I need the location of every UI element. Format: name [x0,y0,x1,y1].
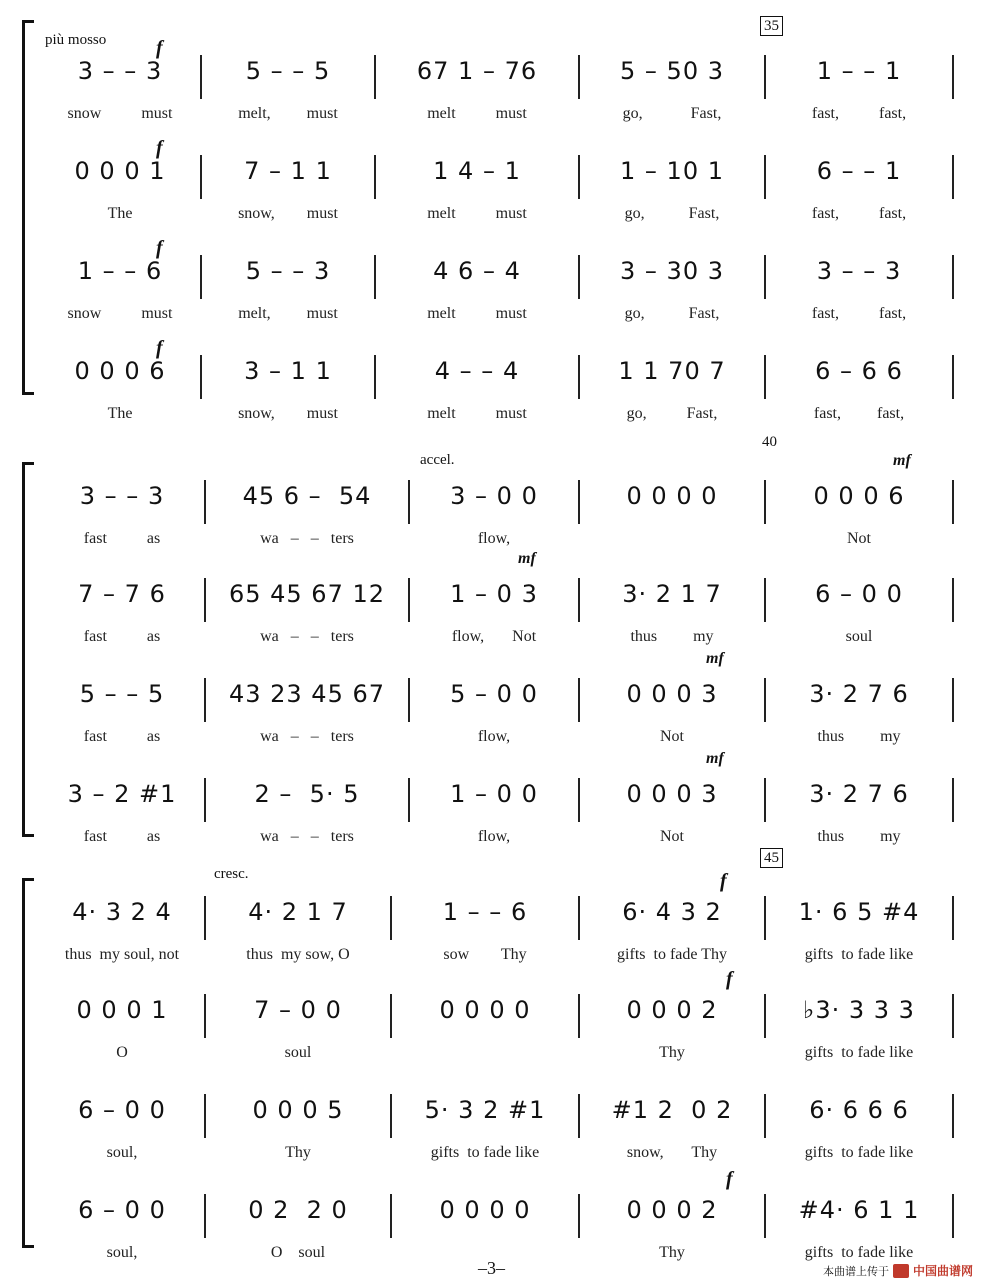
staff-alto [0,550,983,666]
barline [952,578,954,622]
lyrics: gifts to fade like [430,1144,540,1161]
notes: 45 6 – 54 [242,482,372,510]
lyrics: Thy [659,1244,685,1261]
notes: 6 – 0 0 [815,580,903,608]
staff-tenor [0,650,983,766]
dynamic-forte: f [726,968,733,990]
notes: 3 – 1 1 [244,357,332,385]
notes: 5 – 0 0 [450,680,538,708]
barline [952,1194,954,1238]
lyrics: fast, fast, [811,305,907,322]
notes: 0 0 0 0 [439,996,531,1024]
notes: 1· 6 5 #4 [798,898,920,926]
lyrics: snow, must [238,205,338,222]
dynamic-mezzo-forte: mf [893,452,911,469]
lyrics: fast as [83,530,161,547]
notes: 5· 3 2 #1 [424,1096,546,1124]
lyrics: thus my [630,628,714,645]
footer-site: 中国曲谱网 [912,1264,973,1278]
barline [952,355,954,399]
lyrics: fast as [83,828,161,845]
barline [952,778,954,822]
lyrics: Thy [659,1044,685,1061]
notes: 1 1 70 7 [618,357,726,385]
staff-tenor [0,1084,983,1182]
dynamic-mezzo-forte: mf [706,750,724,767]
notes: 0 0 0 3 [626,780,718,808]
notes: 6· 6 6 6 [809,1096,909,1124]
lyrics: wa – – ters [260,728,354,745]
lyrics: thus my sow, O [246,946,350,963]
lyrics: thus my [817,828,901,845]
lyrics: Not [660,828,684,845]
notes: 7 – 7 6 [78,580,166,608]
barline [952,678,954,722]
lyrics: thus my [817,728,901,745]
tempo-marking: accel. [420,452,455,468]
lyrics: thus my soul, not [64,946,180,963]
site-logo-icon [893,1264,909,1278]
barline [952,896,954,940]
lyrics: flow, Not [451,628,537,645]
lyrics: go, Fast, [624,205,720,222]
system-1 [0,10,983,422]
rehearsal-mark: 35 [760,16,783,36]
dynamic-forte: f [156,237,163,259]
notes: 0 2 2 0 [248,1196,348,1224]
notes: 4 – – 4 [434,357,520,385]
barline [952,1094,954,1138]
lyrics: snow, must [238,405,338,422]
lyrics: The [107,205,133,222]
notes: 0 0 0 1 [74,157,166,185]
lyrics: O [116,1044,128,1061]
lyrics: soul, [106,1244,138,1261]
dynamic-forte: f [720,870,727,892]
lyrics: go, Fast, [622,105,722,122]
lyrics: go, Fast, [626,405,718,422]
notes: 7 – 1 1 [244,157,332,185]
notes: 1 4 – 1 [433,157,521,185]
notes: 0 0 0 5 [252,1096,344,1124]
lyrics: flow, [477,728,511,745]
tempo-marking: cresc. [214,866,249,882]
notes: 0 0 0 2 [626,996,718,1024]
dynamic-forte: f [726,1168,733,1190]
notes: 0 0 0 0 [626,482,718,510]
lyrics: fast as [83,728,161,745]
notes: 3 – 2 #1 [67,780,177,808]
lyrics: soul [845,628,873,645]
dynamic-mezzo-forte: mf [518,550,536,567]
lyrics: wa – – ters [260,828,354,845]
lyrics: gifts to fade like [804,1144,914,1161]
notes: 0 0 0 6 [813,482,905,510]
staff-alto [0,137,983,243]
notes: 5 – – 3 [245,257,331,285]
dynamic-forte: f [156,137,163,159]
dynamic-forte: f [156,37,163,59]
notes: 5 – – 5 [79,680,165,708]
notes: 4 6 – 4 [433,257,521,285]
lyrics: melt, must [238,105,338,122]
lyrics: gifts to fade like [804,946,914,963]
notes: 5 – 50 3 [620,57,724,85]
lyrics: Thy [285,1144,311,1161]
notes: 0 0 0 2 [626,1196,718,1224]
lyrics: gifts to fade Thy [617,946,727,963]
lyrics: Not [847,530,871,547]
notes: 5 – – 5 [245,57,331,85]
notes: 3 – 30 3 [620,257,724,285]
barline [952,994,954,1038]
notes: 6· 4 3 2 [622,898,722,926]
notes: 1 – 0 3 [450,580,538,608]
notes: 3 – – 3 [77,57,163,85]
barline [952,155,954,199]
lyrics: fast as [83,628,161,645]
notes: 43 23 45 67 [228,680,386,708]
notes: 3 – – 3 [79,482,165,510]
dynamic-forte: f [156,337,163,359]
measure-number: 40 [762,434,777,450]
tempo-marking: più mosso [45,32,107,48]
staff-bass [0,337,983,443]
lyrics: soul, [106,1144,138,1161]
lyrics: fast, fast, [811,205,907,222]
lyrics: fast, fast, [813,405,905,422]
staff-alto [0,968,983,1082]
barline [952,480,954,524]
notes: 3· 2 7 6 [809,680,909,708]
notes: 0 0 0 0 [439,1196,531,1224]
lyrics: snow, Thy [626,1144,718,1161]
lyrics: melt must [427,405,527,422]
lyrics: soul [284,1044,312,1061]
lyrics: fast, fast, [811,105,907,122]
notes: 1 – – 6 [442,898,528,926]
notes: 65 45 67 12 [228,580,386,608]
lyrics: melt must [427,305,527,322]
lyrics: The [107,405,133,422]
lyrics: snow must [67,305,173,322]
page-number: –3– [478,1258,505,1278]
barline [952,255,954,299]
notes: 1 – – 6 [77,257,163,285]
notes: 3 – 0 0 [450,482,538,510]
notes: 6 – 0 0 [78,1096,166,1124]
notes: 0 0 0 3 [626,680,718,708]
notes: 6 – – 1 [816,157,902,185]
lyrics: O soul [270,1244,326,1261]
lyrics: gifts to fade like [804,1044,914,1061]
barline [952,55,954,99]
lyrics: melt, must [238,305,338,322]
lyrics: flow, [477,530,511,547]
notes: 3· 2 1 7 [622,580,722,608]
notes: 67 1 – 76 [416,57,538,85]
footer-watermark [823,1262,973,1279]
notes: 6 – 6 6 [815,357,903,385]
notes: 2 – 5· 5 [254,780,360,808]
notes: 1 – 10 1 [620,157,724,185]
notes: 1 – – 1 [816,57,902,85]
lyrics: wa – – ters [260,530,354,547]
dynamic-mezzo-forte: mf [706,650,724,667]
lyrics: go, Fast, [624,305,720,322]
system-3 [0,848,983,1261]
lyrics: snow must [67,105,173,122]
lyrics: flow, [477,828,511,845]
lyrics: wa – – ters [260,628,354,645]
notes: 3· 2 7 6 [809,780,909,808]
notes: 4· 2 1 7 [248,898,348,926]
notes: #4· 6 1 1 [798,1196,920,1224]
notes: 0 0 0 6 [74,357,166,385]
notes: 4· 3 2 4 [72,898,172,926]
lyrics: Not [660,728,684,745]
notes: ♭3· 3 3 3 [803,996,915,1024]
notes: #1 2 0 2 [611,1096,733,1124]
footer-prefix: 本曲谱上传于 [822,1264,889,1278]
rehearsal-mark: 45 [760,848,783,868]
staff-tenor [0,237,983,343]
notes: 6 – 0 0 [78,1196,166,1224]
lyrics: melt must [427,205,527,222]
notes: 0 0 0 1 [76,996,168,1024]
lyrics: melt must [427,105,527,122]
system-2 [0,432,983,845]
notes: 1 – 0 0 [450,780,538,808]
lyrics: sow Thy [443,946,527,963]
notes: 7 – 0 0 [254,996,342,1024]
notes: 3 – – 3 [816,257,902,285]
lyrics: gifts to fade like [804,1244,914,1261]
